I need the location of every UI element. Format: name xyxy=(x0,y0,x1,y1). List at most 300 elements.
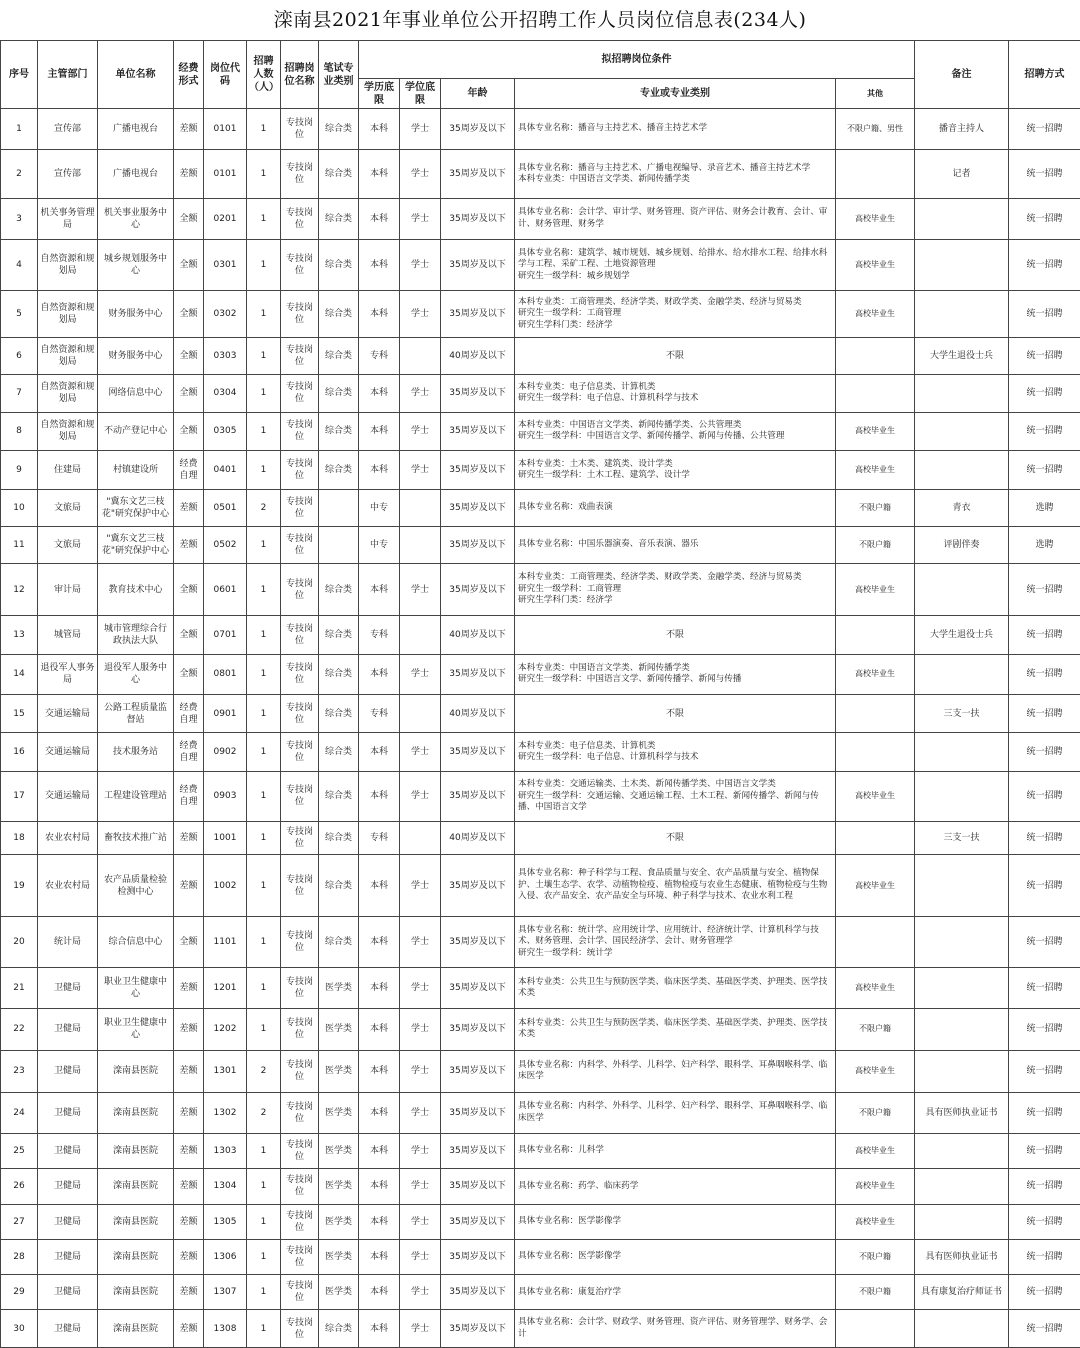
table-row xyxy=(1,290,1080,337)
cell-count xyxy=(247,822,281,855)
cell-method-text: 统一招聘 xyxy=(1026,630,1063,641)
cell-unit-text: 教育技术中心 xyxy=(108,584,163,595)
cell-seq xyxy=(1,375,38,412)
cell-major xyxy=(515,1169,836,1204)
cell-seq xyxy=(1,616,38,654)
cell-fund-text: 全额 xyxy=(179,308,198,319)
cell-seq xyxy=(1,733,38,771)
cell-post xyxy=(281,198,319,239)
cell-other xyxy=(836,290,915,337)
cell-count-text: 2 xyxy=(260,1066,267,1077)
cell-method xyxy=(1009,1204,1080,1239)
cell-method xyxy=(1009,337,1080,374)
cell-degree-text: 学士 xyxy=(410,584,429,595)
table-row xyxy=(1,198,1080,239)
cell-post xyxy=(281,968,319,1008)
table-row xyxy=(1,616,1080,654)
cell-remark xyxy=(915,563,1009,615)
cell-exam xyxy=(319,375,359,412)
cell-unit-text: 公路工程质量监督站 xyxy=(103,702,167,725)
cell-post xyxy=(281,771,319,821)
cell-code xyxy=(204,1051,247,1092)
cell-major-text: 具体专业名称：中国乐器演奏、音乐表演、器乐 xyxy=(518,539,699,550)
cell-other-text: 不限户籍 xyxy=(859,502,891,512)
cell-method xyxy=(1009,198,1080,239)
cell-remark xyxy=(915,526,1009,563)
cell-remark xyxy=(915,1133,1009,1168)
cell-method xyxy=(1009,822,1080,855)
cell-seq-text: 25 xyxy=(13,1146,25,1157)
cell-count-text: 1 xyxy=(260,259,267,270)
cell-fund xyxy=(174,1239,204,1274)
cell-method xyxy=(1009,855,1080,917)
cell-post-text: 专技岗位 xyxy=(285,1210,313,1233)
cell-seq-text: 20 xyxy=(13,937,25,948)
cell-exam xyxy=(319,1133,359,1168)
cell-unit xyxy=(98,855,174,917)
header-unit: 单位名称 xyxy=(98,41,174,109)
cell-fund-text: 差额 xyxy=(179,833,198,844)
cell-count-text: 1 xyxy=(260,630,267,641)
cell-seq xyxy=(1,109,38,150)
cell-count-text: 1 xyxy=(260,791,267,802)
cell-post-text: 专技岗位 xyxy=(285,533,313,556)
cell-count xyxy=(247,695,281,733)
cell-edu xyxy=(359,855,400,917)
cell-edu xyxy=(359,526,400,563)
cell-major-text: 本科专业类：土木类、建筑类、设计学类 xyxy=(518,458,673,469)
cell-code xyxy=(204,450,247,489)
cell-age xyxy=(441,616,515,654)
cell-degree xyxy=(400,695,441,733)
cell-method xyxy=(1009,1310,1080,1348)
cell-age-text: 35周岁及以下 xyxy=(449,1323,506,1334)
cell-post-text: 专技岗位 xyxy=(285,163,313,186)
cell-exam-text: 医学类 xyxy=(324,1024,352,1035)
cell-post xyxy=(281,337,319,374)
cell-dept xyxy=(38,109,98,150)
cell-count xyxy=(247,1051,281,1092)
cell-age-text: 40周岁及以下 xyxy=(449,630,506,641)
cell-dept xyxy=(38,450,98,489)
cell-count-text: 1 xyxy=(260,669,267,680)
cell-code-text: 1202 xyxy=(213,1024,237,1035)
cell-dept-text: 宣传部 xyxy=(53,169,81,180)
cell-post xyxy=(281,695,319,733)
cell-age-text: 35周岁及以下 xyxy=(449,169,506,180)
cell-exam-text: 综合类 xyxy=(324,259,352,270)
cell-count-text: 2 xyxy=(260,1107,267,1118)
cell-dept-text: 自然资源和规划局 xyxy=(40,253,95,276)
cell-post xyxy=(281,240,319,290)
cell-post xyxy=(281,1275,319,1310)
cell-post-text: 专技岗位 xyxy=(285,663,313,686)
cell-dept xyxy=(38,654,98,694)
cell-major xyxy=(515,1239,836,1274)
cell-other-text: 高校毕业生 xyxy=(855,213,895,223)
cell-seq-text: 11 xyxy=(13,539,25,550)
cell-edu-text: 中专 xyxy=(369,502,388,513)
cell-code xyxy=(204,1169,247,1204)
cell-other xyxy=(836,916,915,967)
cell-count-text: 1 xyxy=(260,937,267,948)
cell-fund-text: 差额 xyxy=(179,502,198,513)
cell-dept-text: 卫健局 xyxy=(53,1024,81,1035)
cell-count-text: 1 xyxy=(260,747,267,758)
cell-other-text: 高校毕业生 xyxy=(855,1146,895,1156)
cell-fund-text: 差额 xyxy=(179,880,198,891)
cell-post-text: 专技岗位 xyxy=(285,459,313,482)
cell-dept-text: 农业农村局 xyxy=(44,880,90,891)
cell-remark-text: 大学生退役士兵 xyxy=(929,351,993,362)
cell-major-text: 具体专业名称：统计学、应用统计学、应用统计、经济统计学、计算机科学与技术、财务管理、会计学、国民经济学、会计、财务管理学 xyxy=(518,924,819,947)
cell-major xyxy=(515,916,836,967)
cell-unit-text: 滦南县医院 xyxy=(112,1216,158,1227)
cell-post-text: 专技岗位 xyxy=(285,1140,313,1163)
cell-edu-text: 本科 xyxy=(369,124,388,135)
cell-method xyxy=(1009,412,1080,450)
cell-exam xyxy=(319,450,359,489)
cell-dept-text: 文旅局 xyxy=(53,502,81,513)
table-row xyxy=(1,733,1080,771)
cell-count xyxy=(247,1169,281,1204)
cell-age xyxy=(441,822,515,855)
cell-remark xyxy=(915,1310,1009,1348)
cell-exam xyxy=(319,771,359,821)
cell-age xyxy=(441,1204,515,1239)
cell-method-text: 统一招聘 xyxy=(1026,308,1063,319)
cell-remark-text: 评剧伴奏 xyxy=(943,539,980,550)
cell-other xyxy=(836,1169,915,1204)
cell-dept xyxy=(38,240,98,290)
cell-seq xyxy=(1,1275,38,1310)
cell-count-text: 1 xyxy=(260,1323,267,1334)
cell-dept xyxy=(38,1008,98,1050)
cell-major-text: 研究生学科门类：经济学 xyxy=(518,319,613,330)
cell-code xyxy=(204,150,247,198)
cell-age xyxy=(441,1275,515,1310)
cell-edu xyxy=(359,733,400,771)
cell-method xyxy=(1009,109,1080,150)
cell-edu xyxy=(359,822,400,855)
cell-dept-text: 退役军人事务局 xyxy=(40,663,95,686)
cell-count xyxy=(247,1239,281,1274)
cell-dept xyxy=(38,526,98,563)
cell-major-text: 研究生一级学科：电子信息、计算机科学与技术 xyxy=(518,752,699,763)
cell-count-text: 1 xyxy=(260,351,267,362)
cell-unit xyxy=(98,1051,174,1092)
cell-edu xyxy=(359,198,400,239)
cell-exam-text: 综合类 xyxy=(324,708,352,719)
cell-degree xyxy=(400,968,441,1008)
cell-post-text: 专技岗位 xyxy=(285,1175,313,1198)
cell-age xyxy=(441,109,515,150)
cell-other-text: 高校毕业生 xyxy=(855,791,895,801)
header-seq: 序号 xyxy=(1,41,38,109)
cell-unit xyxy=(98,1275,174,1310)
cell-dept-text: 交通运输局 xyxy=(44,747,90,758)
table-row xyxy=(1,1310,1080,1348)
table-row xyxy=(1,1239,1080,1274)
cell-dept xyxy=(38,412,98,450)
cell-count xyxy=(247,109,281,150)
cell-unit xyxy=(98,240,174,290)
cell-degree xyxy=(400,916,441,967)
cell-remark xyxy=(915,916,1009,967)
cell-major xyxy=(515,240,836,290)
cell-seq-text: 17 xyxy=(13,791,25,802)
cell-fund-text: 差额 xyxy=(179,1181,198,1192)
cell-method-text: 统一招聘 xyxy=(1026,1216,1063,1227)
cell-exam-text: 医学类 xyxy=(324,1216,352,1227)
cell-degree xyxy=(400,822,441,855)
cell-method xyxy=(1009,490,1080,526)
cell-age-text: 40周岁及以下 xyxy=(449,351,506,362)
cell-other xyxy=(836,1204,915,1239)
cell-method-text: 统一招聘 xyxy=(1026,465,1063,476)
cell-seq-text: 12 xyxy=(13,584,25,595)
cell-seq-text: 5 xyxy=(16,308,22,319)
cell-fund-text: 全额 xyxy=(179,388,198,399)
table-row xyxy=(1,337,1080,374)
cell-other xyxy=(836,1051,915,1092)
cell-major-text: 研究生一级学科：中国语言文学、新闻传播学、新闻与传播、公共管理 xyxy=(518,431,785,442)
cell-code xyxy=(204,337,247,374)
cell-method-text: 统一招聘 xyxy=(1026,584,1063,595)
cell-code xyxy=(204,109,247,150)
cell-exam-text: 医学类 xyxy=(324,1181,352,1192)
cell-seq-text: 9 xyxy=(16,465,22,476)
cell-other-text: 高校毕业生 xyxy=(855,669,895,679)
cell-major-text: 本科专业类：中国语言文学类、新闻传播学类 xyxy=(518,662,690,673)
cell-age-text: 35周岁及以下 xyxy=(449,1066,506,1077)
cell-major-text: 本科专业类：公共卫生与预防医学类、临床医学类、基础医学类、护理类、医学技术类 xyxy=(518,1017,828,1040)
cell-age-text: 35周岁及以下 xyxy=(449,426,506,437)
cell-major-text: 不限 xyxy=(665,708,684,719)
cell-edu-text: 专科 xyxy=(369,708,388,719)
cell-remark-text: 大学生退役士兵 xyxy=(929,630,993,641)
cell-unit-text: 农产品质量检验检测中心 xyxy=(103,874,167,897)
cell-other-text: 不限户籍 xyxy=(859,1024,891,1034)
cell-degree xyxy=(400,526,441,563)
header-row-1 xyxy=(1,41,1080,79)
cell-fund xyxy=(174,1310,204,1348)
cell-other-text: 高校毕业生 xyxy=(855,584,895,594)
cell-dept xyxy=(38,968,98,1008)
cell-major xyxy=(515,490,836,526)
cell-degree-text: 学士 xyxy=(410,937,429,948)
cell-age xyxy=(441,240,515,290)
cell-major-text: 具体专业名称：会计学、财政学、财务管理、资产评估、财务管理学、财务学、会计 xyxy=(518,1317,828,1339)
cell-code xyxy=(204,654,247,694)
cell-fund xyxy=(174,855,204,917)
cell-seq-text: 2 xyxy=(16,169,22,180)
cell-degree xyxy=(400,1008,441,1050)
cell-major-text: 本科专业类：工商管理类、经济学类、财政学类、金融学类、经济与贸易类 xyxy=(518,572,802,583)
cell-exam xyxy=(319,1008,359,1050)
cell-post-text: 专技岗位 xyxy=(285,420,313,443)
cell-fund-text: 差额 xyxy=(179,983,198,994)
cell-code xyxy=(204,198,247,239)
header-post: 招聘岗位名称 xyxy=(281,41,319,109)
cell-fund-text: 全额 xyxy=(179,213,198,224)
cell-degree-text: 学士 xyxy=(410,1066,429,1077)
cell-age-text: 35周岁及以下 xyxy=(449,937,506,948)
cell-code xyxy=(204,1310,247,1348)
cell-exam xyxy=(319,1239,359,1274)
cell-count xyxy=(247,916,281,967)
cell-fund xyxy=(174,616,204,654)
cell-other xyxy=(836,450,915,489)
cell-remark xyxy=(915,450,1009,489)
cell-dept xyxy=(38,855,98,917)
cell-seq-text: 13 xyxy=(13,630,25,641)
cell-method-text: 统一招聘 xyxy=(1026,983,1063,994)
cell-code xyxy=(204,240,247,290)
cell-method-text: 统一招聘 xyxy=(1026,1066,1063,1077)
cell-post-text: 专技岗位 xyxy=(285,1018,313,1041)
cell-edu xyxy=(359,1310,400,1348)
cell-seq-text: 14 xyxy=(13,669,25,680)
cell-seq-text: 4 xyxy=(16,259,22,270)
cell-seq-text: 21 xyxy=(13,983,25,994)
cell-other xyxy=(836,733,915,771)
cell-seq xyxy=(1,450,38,489)
cell-dept-text: 卫健局 xyxy=(53,1216,81,1227)
cell-degree-text: 学士 xyxy=(410,1107,429,1118)
cell-edu-text: 本科 xyxy=(369,1181,388,1192)
cell-exam xyxy=(319,198,359,239)
cell-edu-text: 本科 xyxy=(369,584,388,595)
cell-major-text: 具体专业名称：儿科学 xyxy=(518,1145,604,1156)
cell-other xyxy=(836,616,915,654)
cell-age xyxy=(441,290,515,337)
cell-post xyxy=(281,1239,319,1274)
cell-method xyxy=(1009,150,1080,198)
cell-exam-text: 综合类 xyxy=(324,426,352,437)
cell-major-text: 具体专业名称：药学、临床药学 xyxy=(518,1180,639,1191)
cell-fund-text: 差额 xyxy=(179,1024,198,1035)
cell-edu xyxy=(359,375,400,412)
cell-remark xyxy=(915,1008,1009,1050)
cell-seq-text: 7 xyxy=(16,388,22,399)
cell-code xyxy=(204,1275,247,1310)
cell-post xyxy=(281,1008,319,1050)
cell-method-text: 统一招聘 xyxy=(1026,259,1063,270)
cell-major xyxy=(515,1310,836,1348)
cell-fund-text: 全额 xyxy=(179,351,198,362)
cell-seq xyxy=(1,1092,38,1133)
cell-remark xyxy=(915,240,1009,290)
table-row xyxy=(1,968,1080,1008)
cell-method xyxy=(1009,1133,1080,1168)
cell-code-text: 0903 xyxy=(213,791,237,802)
cell-major-text: 研究生一级学科：电子信息、计算机科学与技术 xyxy=(518,393,699,404)
cell-unit-text: 滦南县医院 xyxy=(112,1323,158,1334)
cell-exam-text: 综合类 xyxy=(324,791,352,802)
cell-exam xyxy=(319,563,359,615)
cell-major xyxy=(515,109,836,150)
cell-degree xyxy=(400,109,441,150)
cell-major-text: 研究生一级学科：城乡规划学 xyxy=(518,270,630,281)
cell-method xyxy=(1009,733,1080,771)
cell-fund-text: 全额 xyxy=(179,584,198,595)
cell-unit xyxy=(98,150,174,198)
cell-unit-text: 广播电视台 xyxy=(112,169,158,180)
cell-fund xyxy=(174,1275,204,1310)
cell-age-text: 35周岁及以下 xyxy=(449,213,506,224)
cell-count xyxy=(247,526,281,563)
cell-age-text: 35周岁及以下 xyxy=(449,308,506,319)
cell-major xyxy=(515,150,836,198)
cell-post-text: 专技岗位 xyxy=(285,1060,313,1083)
cell-unit xyxy=(98,771,174,821)
cell-other xyxy=(836,822,915,855)
cell-method xyxy=(1009,1239,1080,1274)
cell-unit xyxy=(98,733,174,771)
cell-other xyxy=(836,654,915,694)
cell-age xyxy=(441,563,515,615)
table-row xyxy=(1,1275,1080,1310)
cell-count-text: 1 xyxy=(260,124,267,135)
cell-seq xyxy=(1,654,38,694)
cell-edu-text: 本科 xyxy=(369,465,388,476)
cell-exam-text: 医学类 xyxy=(324,1146,352,1157)
cell-degree-text: 学士 xyxy=(410,1181,429,1192)
cell-age-text: 35周岁及以下 xyxy=(449,1216,506,1227)
cell-age-text: 35周岁及以下 xyxy=(449,1251,506,1262)
cell-other xyxy=(836,109,915,150)
cell-major-text: 本科专业类：交通运输类、土木类、新闻传播学类、中国语言文学类 xyxy=(518,779,776,790)
cell-dept-text: 住建局 xyxy=(53,465,81,476)
cell-major xyxy=(515,855,836,917)
cell-seq-text: 19 xyxy=(13,880,25,891)
cell-age xyxy=(441,526,515,563)
cell-fund xyxy=(174,1204,204,1239)
cell-exam-text: 医学类 xyxy=(324,983,352,994)
cell-fund-text: 全额 xyxy=(179,669,198,680)
cell-age xyxy=(441,855,515,917)
cell-dept xyxy=(38,198,98,239)
cell-code-text: 0502 xyxy=(213,539,237,550)
cell-major xyxy=(515,526,836,563)
cell-seq xyxy=(1,490,38,526)
cell-unit xyxy=(98,916,174,967)
cell-post-text: 专技岗位 xyxy=(285,785,313,808)
cell-remark xyxy=(915,654,1009,694)
table-row xyxy=(1,695,1080,733)
cell-age-text: 35周岁及以下 xyxy=(449,465,506,476)
cell-exam xyxy=(319,337,359,374)
cell-method xyxy=(1009,916,1080,967)
cell-count xyxy=(247,490,281,526)
cell-code-text: 0501 xyxy=(213,502,237,513)
cell-exam-text: 综合类 xyxy=(324,1323,352,1334)
cell-age xyxy=(441,337,515,374)
cell-remark-text: 青衣 xyxy=(952,502,971,513)
cell-degree-text: 学士 xyxy=(410,169,429,180)
cell-dept-text: 交通运输局 xyxy=(44,791,90,802)
cell-exam-text: 综合类 xyxy=(324,169,352,180)
cell-remark xyxy=(915,1239,1009,1274)
cell-exam-text: 综合类 xyxy=(324,747,352,758)
cell-edu xyxy=(359,1239,400,1274)
cell-edu xyxy=(359,1051,400,1092)
cell-other xyxy=(836,855,915,917)
cell-dept-text: 卫健局 xyxy=(53,1251,81,1262)
cell-fund xyxy=(174,968,204,1008)
cell-method-text: 统一招聘 xyxy=(1026,213,1063,224)
